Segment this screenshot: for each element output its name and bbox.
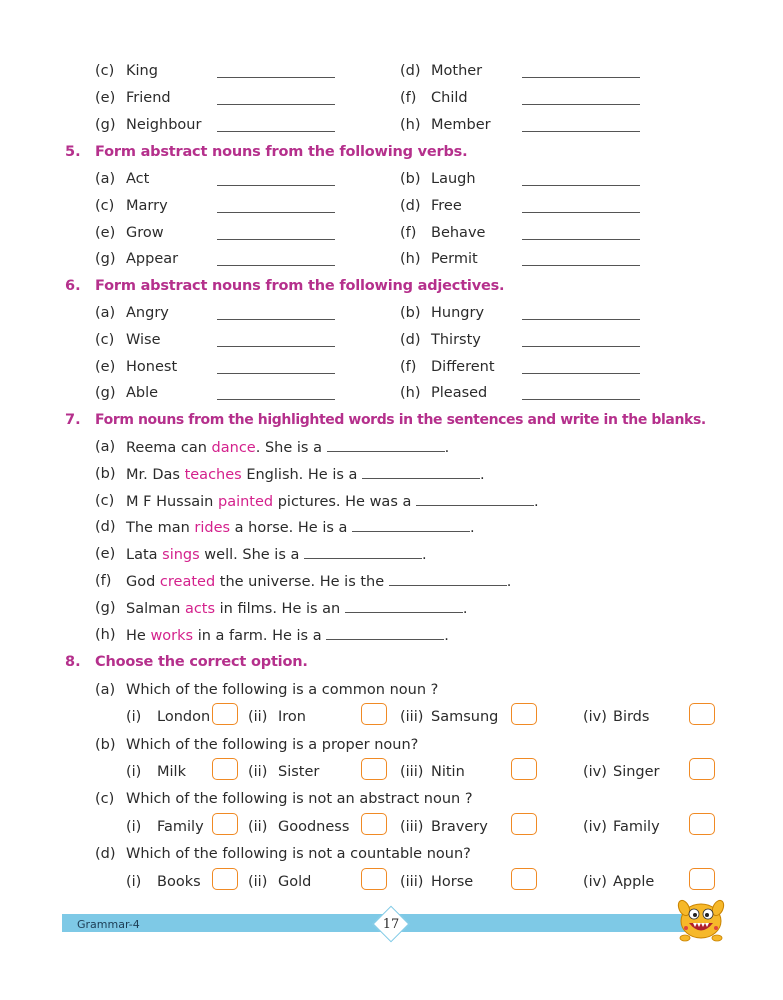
item-label: (h) bbox=[400, 117, 421, 133]
sentence-start: He bbox=[126, 628, 151, 644]
option-number: (iii) bbox=[400, 874, 424, 890]
highlighted-word: sings bbox=[162, 547, 200, 563]
item-word: Grow bbox=[126, 225, 164, 241]
item-label: (e) bbox=[95, 225, 116, 241]
option-number: (iv) bbox=[583, 819, 607, 835]
item-label: (a) bbox=[95, 171, 116, 187]
item-word: Member bbox=[431, 117, 491, 133]
item-label: (f) bbox=[400, 90, 417, 106]
item-label: (c) bbox=[95, 198, 115, 214]
answer-blank[interactable] bbox=[217, 239, 335, 240]
mcq-question: Which of the following is not a countable noun? bbox=[126, 846, 471, 862]
question-title: Form abstract nouns from the following adjectives. bbox=[95, 278, 505, 294]
answer-blank[interactable] bbox=[304, 547, 422, 559]
question-number: 7. bbox=[65, 412, 81, 428]
item-word: Marry bbox=[126, 198, 168, 214]
sentence-start: Salman bbox=[126, 601, 185, 617]
highlighted-word: acts bbox=[184, 601, 216, 617]
answer-blank[interactable] bbox=[522, 212, 640, 213]
sentence-middle: well. She is a bbox=[199, 547, 304, 563]
item-label: (h) bbox=[400, 385, 421, 401]
item-word: Laugh bbox=[431, 171, 476, 187]
option-text: Birds bbox=[613, 709, 650, 725]
option-number: (ii) bbox=[248, 709, 268, 725]
item-label: (c) bbox=[95, 791, 115, 807]
item-word: Honest bbox=[126, 359, 178, 375]
sentence-end: . bbox=[470, 520, 475, 536]
answer-blank[interactable] bbox=[217, 104, 335, 105]
answer-checkbox[interactable] bbox=[511, 868, 537, 890]
answer-blank[interactable] bbox=[522, 265, 640, 266]
item-label: (g) bbox=[95, 385, 116, 401]
item-label: (b) bbox=[400, 305, 421, 321]
answer-checkbox[interactable] bbox=[511, 813, 537, 835]
highlighted-word: painted bbox=[217, 494, 274, 510]
option-number: (i) bbox=[126, 709, 142, 725]
option-text: London bbox=[157, 709, 211, 725]
answer-blank[interactable] bbox=[217, 373, 335, 374]
item-label: (h) bbox=[400, 251, 421, 267]
option-number: (iv) bbox=[583, 874, 607, 890]
sentence-end: . bbox=[480, 467, 485, 483]
answer-blank[interactable] bbox=[522, 104, 640, 105]
answer-checkbox[interactable] bbox=[689, 703, 715, 725]
item-label: (b) bbox=[95, 466, 116, 482]
item-word: Friend bbox=[126, 90, 171, 106]
item-label: (h) bbox=[95, 627, 116, 643]
sentence bbox=[126, 547, 427, 563]
answer-blank[interactable] bbox=[217, 399, 335, 400]
sentence-end: . bbox=[421, 547, 427, 563]
mcq-question: Which of the following is a proper noun? bbox=[126, 737, 419, 753]
item-label: (b) bbox=[95, 737, 116, 753]
answer-blank[interactable] bbox=[217, 131, 335, 132]
option-number: (iii) bbox=[400, 764, 424, 780]
sentence-middle: pictures. He was a bbox=[273, 494, 416, 510]
answer-blank[interactable] bbox=[522, 319, 640, 320]
book-title: Grammar-4 bbox=[77, 918, 140, 931]
answer-checkbox[interactable] bbox=[212, 868, 238, 890]
sentence-end: . bbox=[444, 440, 450, 456]
option-text: Sister bbox=[278, 764, 320, 780]
sentence-start: M F Hussain bbox=[126, 494, 218, 510]
answer-blank[interactable] bbox=[327, 440, 445, 452]
item-label: (g) bbox=[95, 600, 116, 616]
option-text: Gold bbox=[278, 874, 312, 890]
item-label: (f) bbox=[400, 225, 417, 241]
sentence-middle: in a farm. He is a bbox=[193, 628, 327, 644]
option-text: Family bbox=[613, 819, 660, 835]
item-label: (a) bbox=[95, 439, 116, 455]
option-number: (i) bbox=[126, 764, 142, 780]
sentence bbox=[126, 601, 467, 617]
option-number: (i) bbox=[126, 874, 142, 890]
answer-blank[interactable] bbox=[326, 628, 444, 640]
question-title: Choose the correct option. bbox=[95, 654, 308, 670]
sentence bbox=[126, 628, 449, 644]
answer-checkbox[interactable] bbox=[361, 868, 387, 890]
item-label: (d) bbox=[400, 198, 421, 214]
question-number: 6. bbox=[65, 278, 81, 294]
option-number: (ii) bbox=[248, 819, 268, 835]
option-text: Milk bbox=[157, 764, 186, 780]
sentence bbox=[126, 574, 511, 590]
question-number: 8. bbox=[65, 654, 81, 670]
answer-blank[interactable] bbox=[522, 373, 640, 374]
answer-blank[interactable] bbox=[522, 77, 640, 78]
answer-checkbox[interactable] bbox=[689, 868, 715, 890]
answer-checkbox[interactable] bbox=[212, 703, 238, 725]
item-label: (d) bbox=[400, 63, 421, 79]
answer-blank[interactable] bbox=[217, 265, 335, 266]
answer-checkbox[interactable] bbox=[361, 703, 387, 725]
mcq-question: Which of the following is a common noun ? bbox=[126, 682, 439, 698]
sentence-middle: in films. He is an bbox=[215, 601, 345, 617]
answer-blank[interactable] bbox=[217, 77, 335, 78]
page-number: 17 bbox=[382, 917, 400, 932]
option-text: Iron bbox=[278, 709, 306, 725]
highlighted-word: rides bbox=[194, 520, 231, 536]
sentence-middle: . She is a bbox=[255, 440, 327, 456]
item-label: (e) bbox=[95, 546, 116, 562]
sentence bbox=[126, 494, 539, 510]
highlighted-word: teaches bbox=[184, 467, 242, 483]
answer-checkbox[interactable] bbox=[689, 758, 715, 780]
answer-blank[interactable] bbox=[522, 239, 640, 240]
item-word: Permit bbox=[431, 251, 478, 267]
question-number: 5. bbox=[65, 144, 81, 160]
answer-blank[interactable] bbox=[522, 185, 640, 186]
option-number: (ii) bbox=[248, 764, 268, 780]
option-number: (i) bbox=[126, 819, 142, 835]
option-text: Family bbox=[157, 819, 204, 835]
option-text: Nitin bbox=[431, 764, 465, 780]
item-label: (c) bbox=[95, 493, 115, 509]
answer-blank[interactable] bbox=[522, 131, 640, 132]
mcq-question: Which of the following is not an abstract noun ? bbox=[126, 791, 473, 807]
answer-blank[interactable] bbox=[217, 319, 335, 320]
item-word: Different bbox=[431, 359, 495, 375]
highlighted-word: works bbox=[150, 628, 194, 644]
option-text: Singer bbox=[613, 764, 660, 780]
sentence bbox=[126, 520, 475, 536]
sentence bbox=[126, 440, 449, 456]
item-word: Pleased bbox=[431, 385, 488, 401]
answer-blank[interactable] bbox=[362, 467, 480, 479]
sentence-start: Mr. Das bbox=[126, 467, 185, 483]
item-word: Able bbox=[126, 385, 159, 401]
item-word: Hungry bbox=[431, 305, 485, 321]
sentence-start: Reema can bbox=[126, 440, 212, 456]
answer-checkbox[interactable] bbox=[361, 758, 387, 780]
item-label: (e) bbox=[95, 359, 116, 375]
sentence bbox=[126, 467, 485, 483]
option-number: (ii) bbox=[248, 874, 268, 890]
sentence-middle: a horse. He is a bbox=[230, 520, 353, 536]
item-label: (g) bbox=[95, 251, 116, 267]
sentence-start: God bbox=[126, 574, 160, 590]
item-label: (a) bbox=[95, 305, 116, 321]
option-text: Goodness bbox=[278, 819, 350, 835]
item-label: (d) bbox=[95, 519, 116, 535]
item-label: (e) bbox=[95, 90, 116, 106]
answer-checkbox[interactable] bbox=[212, 758, 238, 780]
item-word: Appear bbox=[126, 251, 179, 267]
highlighted-word: created bbox=[159, 574, 216, 590]
option-number: (iv) bbox=[583, 764, 607, 780]
item-label: (f) bbox=[95, 573, 112, 589]
sentence-middle: the universe. He is the bbox=[215, 574, 389, 590]
sentence-end: . bbox=[462, 601, 468, 617]
item-label: (d) bbox=[95, 846, 116, 862]
option-text: Apple bbox=[613, 874, 655, 890]
answer-blank[interactable] bbox=[389, 574, 507, 586]
option-number: (iii) bbox=[400, 819, 424, 835]
answer-blank[interactable] bbox=[217, 185, 335, 186]
answer-blank[interactable] bbox=[217, 346, 335, 347]
item-word: Mother bbox=[431, 63, 483, 79]
option-number: (iv) bbox=[583, 709, 607, 725]
item-label: (d) bbox=[400, 332, 421, 348]
item-word: Neighbour bbox=[126, 117, 202, 133]
option-text: Books bbox=[157, 874, 201, 890]
item-word: Act bbox=[126, 171, 150, 187]
answer-checkbox[interactable] bbox=[511, 703, 537, 725]
option-text: Samsung bbox=[431, 709, 499, 725]
answer-checkbox[interactable] bbox=[511, 758, 537, 780]
item-word: Behave bbox=[431, 225, 486, 241]
monster-mascot-icon bbox=[676, 894, 726, 942]
sentence-end: . bbox=[533, 494, 539, 510]
item-label: (c) bbox=[95, 63, 115, 79]
answer-blank[interactable] bbox=[345, 601, 463, 613]
sentence-end: . bbox=[444, 628, 449, 644]
answer-checkbox[interactable] bbox=[212, 813, 238, 835]
answer-checkbox[interactable] bbox=[361, 813, 387, 835]
option-text: Horse bbox=[431, 874, 474, 890]
highlighted-word: dance bbox=[211, 440, 256, 456]
item-word: Wise bbox=[126, 332, 161, 348]
answer-blank[interactable] bbox=[352, 520, 470, 532]
item-word: Free bbox=[431, 198, 462, 214]
sentence-end: . bbox=[506, 574, 512, 590]
answer-blank[interactable] bbox=[416, 494, 534, 506]
sentence-start: The man bbox=[126, 520, 195, 536]
item-label: (a) bbox=[95, 682, 116, 698]
answer-blank[interactable] bbox=[522, 399, 640, 400]
answer-checkbox[interactable] bbox=[689, 813, 715, 835]
item-word: Thirsty bbox=[431, 332, 481, 348]
option-number: (iii) bbox=[400, 709, 424, 725]
answer-blank[interactable] bbox=[522, 346, 640, 347]
item-word: Angry bbox=[126, 305, 169, 321]
item-label: (c) bbox=[95, 332, 115, 348]
question-title: Form nouns from the highlighted words in the sentences and write in the blanks. bbox=[95, 412, 706, 428]
sentence-middle: English. He is a bbox=[241, 467, 363, 483]
answer-blank[interactable] bbox=[217, 212, 335, 213]
item-label: (b) bbox=[400, 171, 421, 187]
item-word: Child bbox=[431, 90, 468, 106]
item-label: (g) bbox=[95, 117, 116, 133]
question-title: Form abstract nouns from the following verbs. bbox=[95, 144, 468, 160]
item-word: King bbox=[126, 63, 158, 79]
option-text: Bravery bbox=[431, 819, 488, 835]
item-label: (f) bbox=[400, 359, 417, 375]
sentence-start: Lata bbox=[126, 547, 163, 563]
